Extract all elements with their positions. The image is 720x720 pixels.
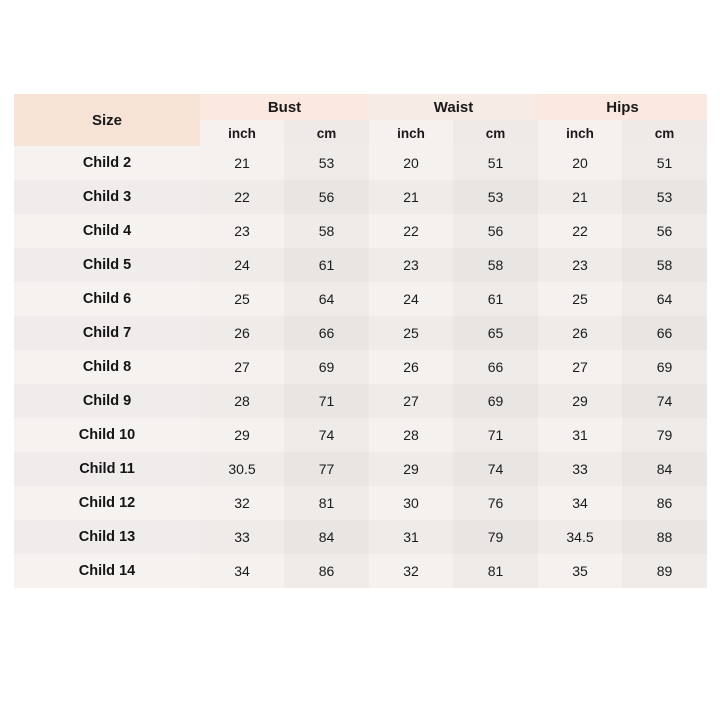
column-header-bust-inch: inch (200, 120, 284, 146)
cell-bust-cm: 64 (284, 282, 369, 316)
cell-bust-cm: 58 (284, 214, 369, 248)
column-header-size: Size (14, 94, 200, 146)
cell-hips-inch: 21 (538, 180, 622, 214)
cell-waist-inch: 31 (369, 520, 453, 554)
cell-bust-cm: 77 (284, 452, 369, 486)
cell-bust-cm: 81 (284, 486, 369, 520)
cell-bust-cm: 69 (284, 350, 369, 384)
cell-waist-inch: 25 (369, 316, 453, 350)
table-row (14, 214, 707, 248)
cell-bust-inch: 34 (200, 554, 284, 588)
cell-hips-cm: 86 (622, 486, 707, 520)
cell-bust-cm: 61 (284, 248, 369, 282)
cell-size: Child 7 (14, 316, 200, 350)
cell-waist-cm: 61 (453, 282, 538, 316)
cell-waist-inch: 32 (369, 554, 453, 588)
table-row (14, 350, 707, 384)
table-row (14, 418, 707, 452)
cell-bust-inch: 21 (200, 146, 284, 180)
table-row (14, 452, 707, 486)
cell-hips-cm: 56 (622, 214, 707, 248)
cell-waist-cm: 53 (453, 180, 538, 214)
cell-hips-inch: 35 (538, 554, 622, 588)
cell-waist-inch: 30 (369, 486, 453, 520)
table-row (14, 316, 707, 350)
column-header-bust-cm: cm (284, 120, 369, 146)
cell-waist-cm: 81 (453, 554, 538, 588)
table-row (14, 180, 707, 214)
cell-bust-inch: 22 (200, 180, 284, 214)
table-row (14, 282, 707, 316)
cell-waist-inch: 23 (369, 248, 453, 282)
cell-waist-cm: 71 (453, 418, 538, 452)
cell-bust-inch: 28 (200, 384, 284, 418)
table-row (14, 384, 707, 418)
cell-size: Child 3 (14, 180, 200, 214)
table-header-row-groups (14, 94, 707, 120)
cell-hips-cm: 89 (622, 554, 707, 588)
cell-hips-inch: 27 (538, 350, 622, 384)
cell-waist-cm: 65 (453, 316, 538, 350)
cell-hips-inch: 34.5 (538, 520, 622, 554)
cell-hips-cm: 64 (622, 282, 707, 316)
table-row (14, 486, 707, 520)
cell-hips-cm: 88 (622, 520, 707, 554)
cell-size: Child 5 (14, 248, 200, 282)
cell-bust-cm: 56 (284, 180, 369, 214)
cell-waist-cm: 69 (453, 384, 538, 418)
cell-waist-cm: 66 (453, 350, 538, 384)
table-header (14, 94, 707, 146)
cell-hips-cm: 79 (622, 418, 707, 452)
cell-size: Child 10 (14, 418, 200, 452)
cell-waist-inch: 27 (369, 384, 453, 418)
cell-waist-inch: 20 (369, 146, 453, 180)
column-header-hips-inch: inch (538, 120, 622, 146)
cell-waist-cm: 58 (453, 248, 538, 282)
cell-bust-inch: 32 (200, 486, 284, 520)
cell-bust-inch: 26 (200, 316, 284, 350)
cell-hips-cm: 84 (622, 452, 707, 486)
cell-hips-inch: 34 (538, 486, 622, 520)
cell-hips-inch: 25 (538, 282, 622, 316)
cell-hips-inch: 31 (538, 418, 622, 452)
cell-size: Child 8 (14, 350, 200, 384)
cell-waist-cm: 76 (453, 486, 538, 520)
cell-waist-inch: 22 (369, 214, 453, 248)
cell-waist-inch: 28 (369, 418, 453, 452)
cell-waist-inch: 29 (369, 452, 453, 486)
cell-bust-cm: 86 (284, 554, 369, 588)
cell-hips-cm: 69 (622, 350, 707, 384)
cell-waist-inch: 21 (369, 180, 453, 214)
column-header-hips-cm: cm (622, 120, 707, 146)
cell-size: Child 4 (14, 214, 200, 248)
cell-hips-inch: 20 (538, 146, 622, 180)
column-group-header-bust: Bust (200, 94, 369, 120)
cell-hips-inch: 33 (538, 452, 622, 486)
cell-hips-cm: 74 (622, 384, 707, 418)
table-body (14, 146, 707, 588)
cell-hips-inch: 29 (538, 384, 622, 418)
table-row (14, 248, 707, 282)
cell-size: Child 9 (14, 384, 200, 418)
cell-bust-inch: 27 (200, 350, 284, 384)
cell-bust-inch: 23 (200, 214, 284, 248)
cell-hips-inch: 23 (538, 248, 622, 282)
cell-size: Child 12 (14, 486, 200, 520)
size-chart-table (14, 94, 707, 588)
cell-hips-cm: 51 (622, 146, 707, 180)
column-group-header-hips: Hips (538, 94, 707, 120)
cell-bust-cm: 71 (284, 384, 369, 418)
cell-hips-inch: 22 (538, 214, 622, 248)
cell-size: Child 14 (14, 554, 200, 588)
cell-waist-cm: 56 (453, 214, 538, 248)
cell-bust-cm: 84 (284, 520, 369, 554)
cell-size: Child 13 (14, 520, 200, 554)
table-row (14, 554, 707, 588)
size-chart-container (14, 94, 706, 588)
column-header-waist-cm: cm (453, 120, 538, 146)
cell-hips-cm: 53 (622, 180, 707, 214)
cell-bust-cm: 74 (284, 418, 369, 452)
cell-waist-inch: 24 (369, 282, 453, 316)
cell-bust-inch: 29 (200, 418, 284, 452)
cell-hips-inch: 26 (538, 316, 622, 350)
cell-bust-inch: 33 (200, 520, 284, 554)
table-row (14, 520, 707, 554)
cell-bust-cm: 66 (284, 316, 369, 350)
cell-hips-cm: 58 (622, 248, 707, 282)
cell-waist-cm: 74 (453, 452, 538, 486)
cell-bust-inch: 25 (200, 282, 284, 316)
cell-size: Child 2 (14, 146, 200, 180)
cell-hips-cm: 66 (622, 316, 707, 350)
cell-size: Child 6 (14, 282, 200, 316)
cell-waist-cm: 51 (453, 146, 538, 180)
cell-waist-inch: 26 (369, 350, 453, 384)
cell-size: Child 11 (14, 452, 200, 486)
table-row (14, 146, 707, 180)
cell-bust-inch: 30.5 (200, 452, 284, 486)
cell-waist-cm: 79 (453, 520, 538, 554)
column-group-header-waist: Waist (369, 94, 538, 120)
column-header-waist-inch: inch (369, 120, 453, 146)
cell-bust-cm: 53 (284, 146, 369, 180)
cell-bust-inch: 24 (200, 248, 284, 282)
